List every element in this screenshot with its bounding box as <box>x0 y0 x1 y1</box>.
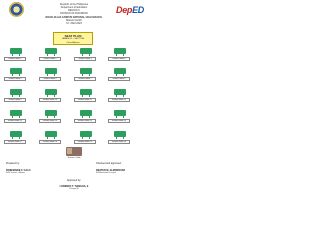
student-seat <box>10 48 22 56</box>
student-seat <box>45 68 57 76</box>
page-title: SEAT PLAN <box>64 34 82 38</box>
prepared-by-name: ROSEMARIE F. CALO <box>6 169 31 172</box>
student-seat <box>114 48 126 56</box>
seat-label: Student Name 14 <box>39 119 61 123</box>
desk-drawer <box>67 148 72 154</box>
seat-label: Student Name 3 <box>74 57 96 61</box>
student-seat <box>80 68 92 76</box>
seat-label: Student Name 18 <box>39 140 61 144</box>
student-seat <box>114 131 126 139</box>
seat-label: Student Name 4 <box>108 57 130 61</box>
header-line-4: DIVISION OF BUKIDNON <box>60 12 88 15</box>
approved-by-label: Approved by: <box>66 179 82 182</box>
deped-seal-logo <box>9 2 24 17</box>
student-seat <box>80 89 92 97</box>
seat-label: Student Name 10 <box>39 98 61 102</box>
seat-label: Student Name 2 <box>39 57 61 61</box>
checked-by-name: DEXTER M. ALMODOVAR <box>96 169 126 172</box>
seat-label: Student Name 12 <box>108 98 130 102</box>
student-seat <box>10 131 22 139</box>
prepared-by-role: SHS Teacher - Adviser <box>6 172 25 174</box>
seat-label: Student Name 8 <box>108 77 130 81</box>
header-line-3: REGION X <box>68 9 80 12</box>
student-seat <box>114 110 126 118</box>
student-seat <box>10 68 22 76</box>
seat-label: Student Name 9 <box>4 98 26 102</box>
checked-by-role: SHS Assistant Principal <box>96 172 116 174</box>
header-line-6: Manolo Fortich <box>66 19 82 22</box>
approved-by-name: LORENZO T. TIANGHA, E <box>59 185 89 188</box>
student-seat <box>80 131 92 139</box>
adviser-line: Class Adviser <box>66 41 80 44</box>
student-seat <box>80 110 92 118</box>
desk-label: Teacher's Table <box>67 157 81 159</box>
prepared-by-label: Prepared by: <box>6 162 20 165</box>
checked-by-label: Checked and approved: <box>96 162 122 165</box>
student-seat <box>10 110 22 118</box>
deped-logo: DepED <box>116 5 145 15</box>
student-seat <box>80 48 92 56</box>
seat-label: Student Name 19 <box>74 140 96 144</box>
seat-label: Student Name 20 <box>108 140 130 144</box>
school-year: SY. 2022-2023 <box>66 22 82 25</box>
approved-by-role: Principal III <box>69 188 79 190</box>
seat-label: Student Name 16 <box>108 119 130 123</box>
student-seat <box>114 89 126 97</box>
student-seat <box>45 110 57 118</box>
seat-label: Student Name 11 <box>74 98 96 102</box>
student-seat <box>10 89 22 97</box>
header-line-2: Department of Education <box>60 6 88 9</box>
student-seat <box>45 48 57 56</box>
seat-label: Student Name 1 <box>4 57 26 61</box>
school-name: NOVALOLAIA CAMPUS NATIONAL HIGH SCHOOL <box>45 16 103 19</box>
seat-label: Student Name 13 <box>4 119 26 123</box>
student-seat <box>45 89 57 97</box>
student-seat <box>45 131 57 139</box>
seat-label: Student Name 17 <box>4 140 26 144</box>
student-seat <box>114 68 126 76</box>
title-box <box>53 32 93 45</box>
seat-label: Student Name 7 <box>74 77 96 81</box>
header-line-1: Republic of the Philippines <box>59 3 89 6</box>
section-subtitle: GRADE 11 - SECTION <box>61 38 85 40</box>
seat-label: Student Name 6 <box>39 77 61 81</box>
seat-label: Student Name 5 <box>4 77 26 81</box>
seat-label: Student Name 15 <box>74 119 96 123</box>
